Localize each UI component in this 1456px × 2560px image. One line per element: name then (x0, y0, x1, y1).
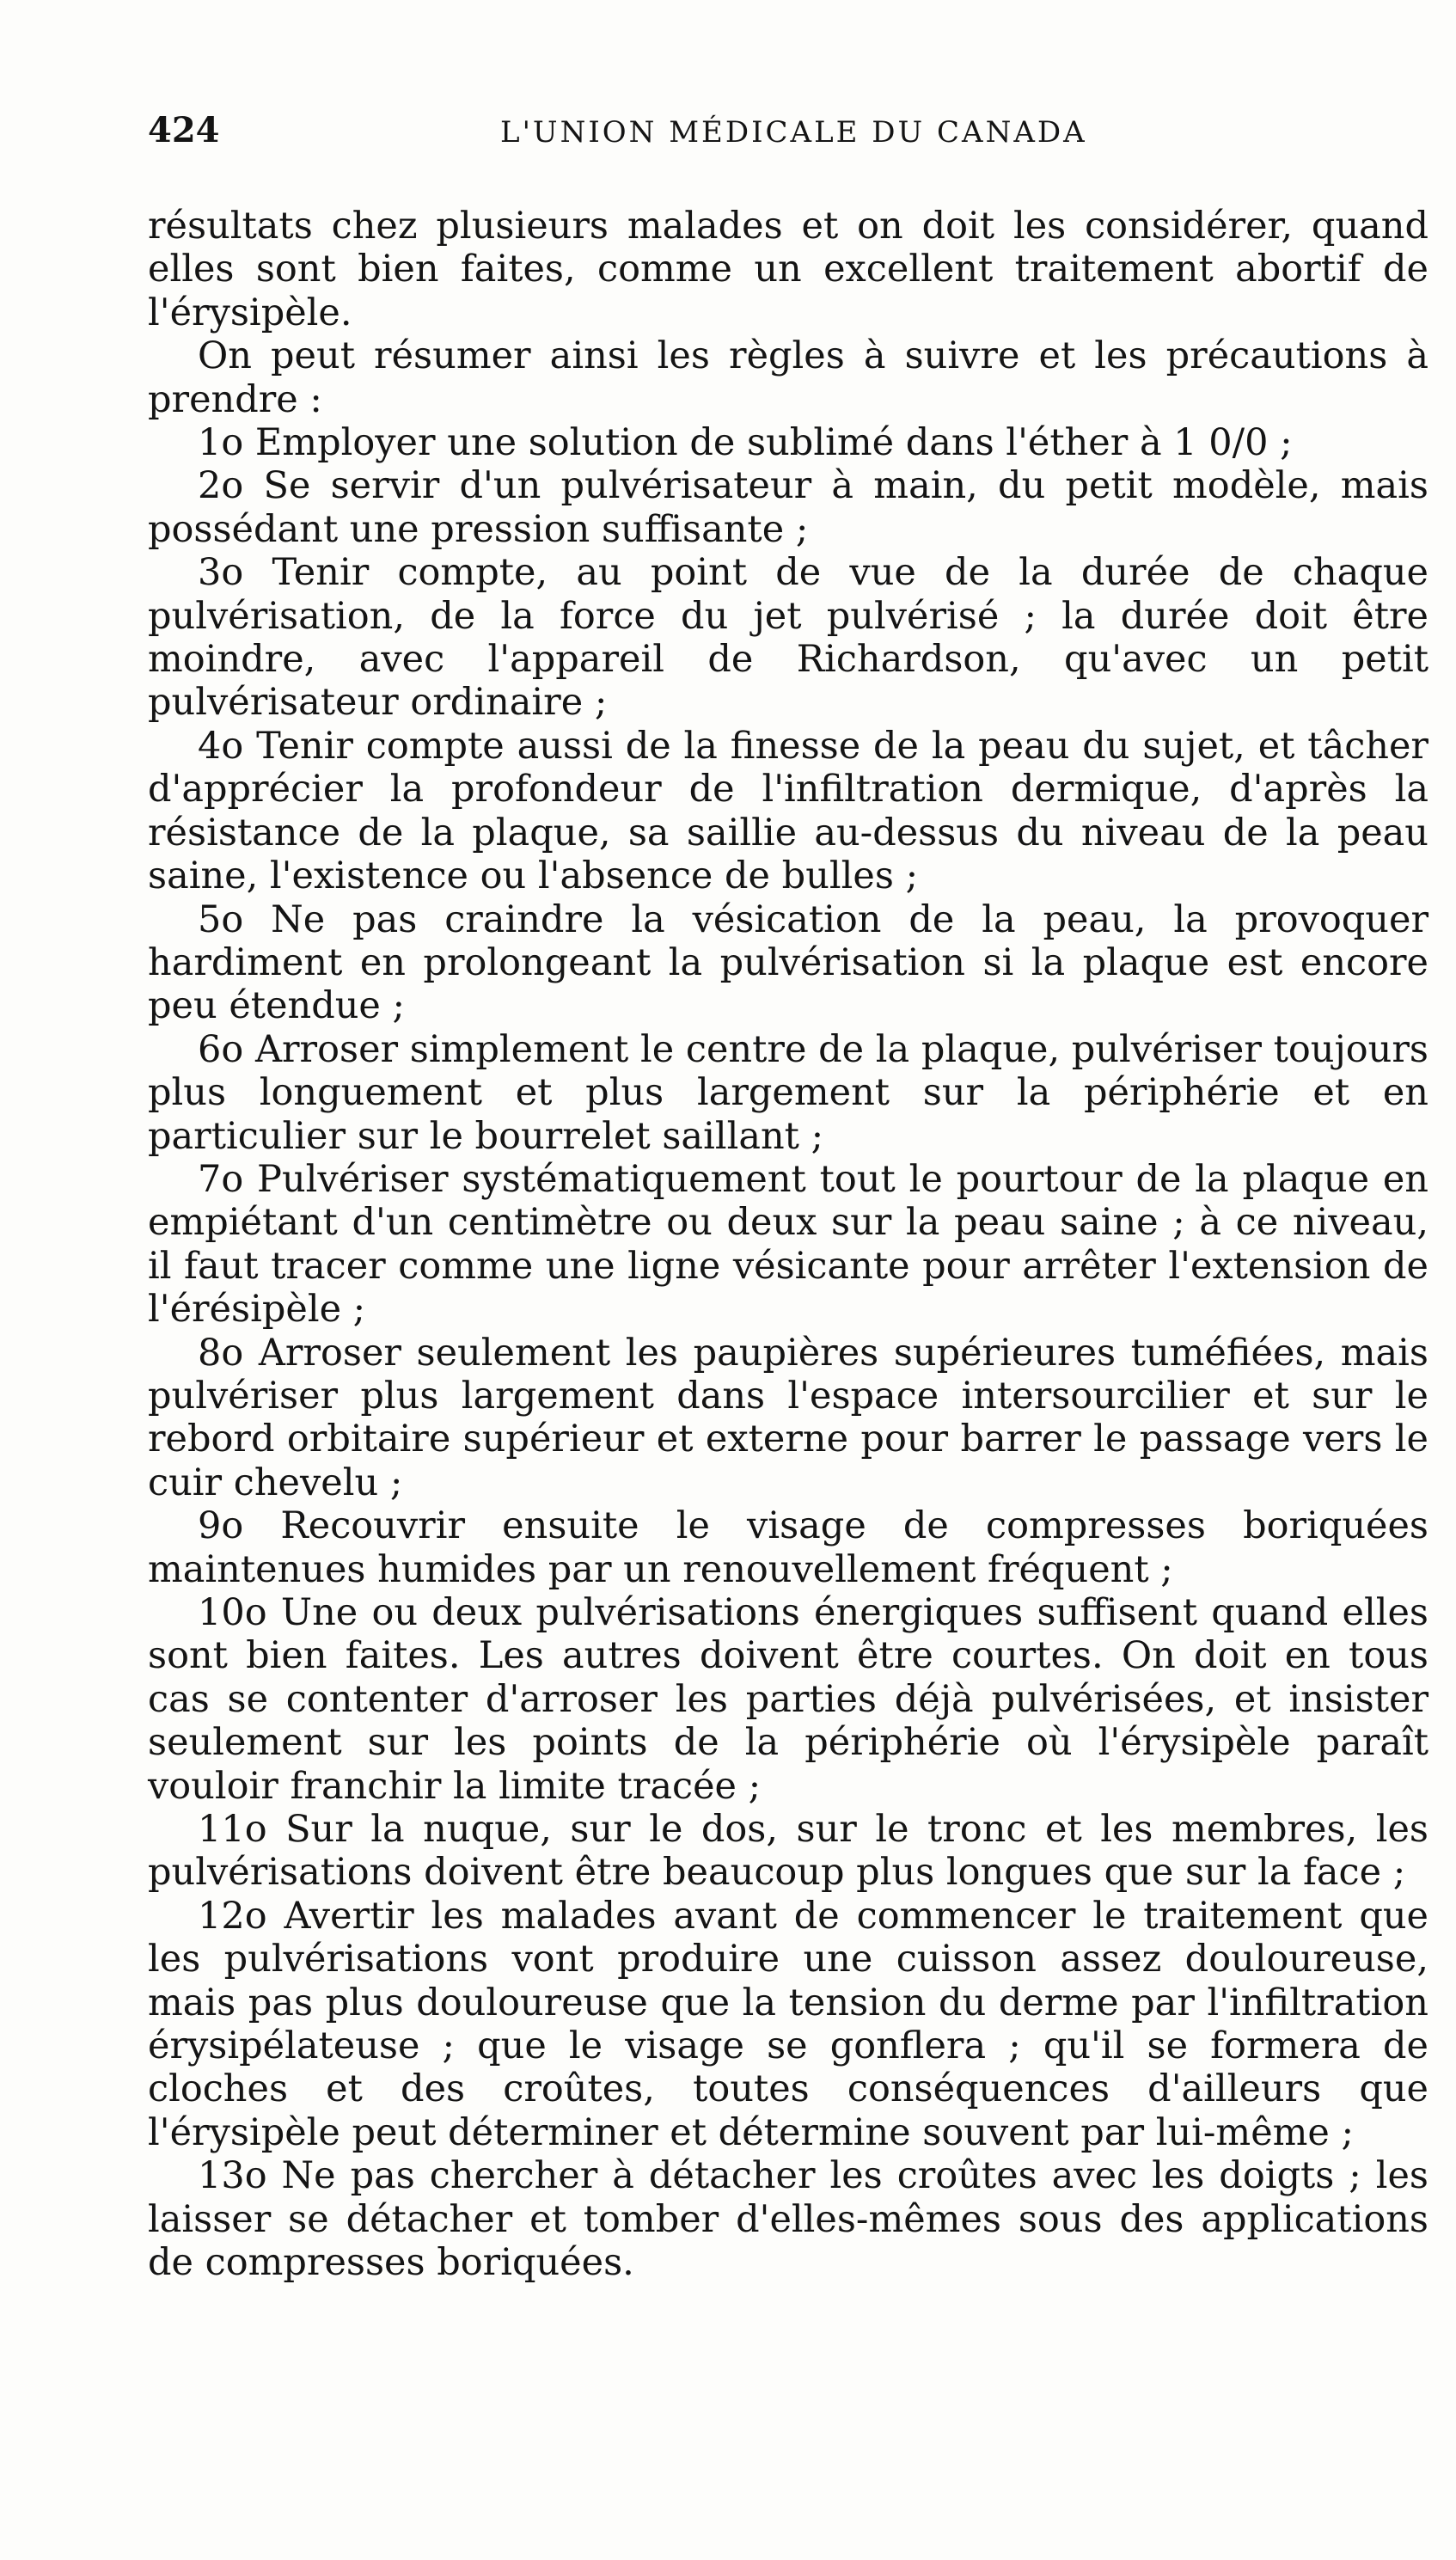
running-title: L'UNION MÉDICALE DU CANADA (500, 115, 1087, 150)
rule-5: 5o Ne pas craindre la vésication de la peau, la provoquer hardiment en prolongeant la pulvérisation si la plaque est encore peu étendue ; (148, 897, 1428, 1028)
rule-4: 4o Tenir compte aussi de la finesse de la peau du sujet, et tâcher d'apprécier la profondeur de l'infiltration dermique, d'après la résistance de la plaque, sa saillie au-dessus du niveau de la peau saine, l'existence ou l'absence de bulles ; (148, 724, 1428, 898)
rule-12: 12o Avertir les malades avant de commencer le traitement que les pulvérisations vont produire une cuisson assez douloureuse, mais pas plus douloureuse que la tension du derme par l'infiltration érysipélateuse ; que le visage se gonflera ; qu'il se formera de cloches et des croûtes, toutes conséquences d'ailleurs que l'érysipèle peut déterminer et détermine souvent par lui-même ; (148, 1894, 1428, 2154)
page-number: 424 (148, 110, 220, 150)
rule-2: 2o Se servir d'un pulvérisateur à main, du petit modèle, mais possédant une pression suffisante ; (148, 464, 1428, 551)
paragraph-continuation: résultats chez plusieurs malades et on doit les considérer, quand elles sont bien faites, comme un excellent traitement abortif de l'érysipèle. (148, 205, 1428, 334)
rule-13: 13o Ne pas chercher à détacher les croûtes avec les doigts ; les laisser se détacher et tomber d'elles-mêmes sous des applications de compresses boriquées. (148, 2154, 1428, 2285)
rule-11: 11o Sur la nuque, sur le dos, sur le tronc et les membres, les pulvérisations doivent être beaucoup plus longues que sur la face ; (148, 1808, 1428, 1895)
rule-6: 6o Arroser simplement le centre de la plaque, pulvériser toujours plus longuement et plus largement sur la périphérie et en particulier sur le bourrelet saillant ; (148, 1027, 1428, 1158)
rule-9: 9o Recouvrir ensuite le visage de compresses boriquées maintenues humides par un renouvellement fréquent ; (148, 1504, 1428, 1591)
paragraph-intro: On peut résumer ainsi les règles à suivre et les précautions à prendre : (148, 334, 1428, 421)
rule-8: 8o Arroser seulement les paupières supérieures tuméfiées, mais pulvériser plus largement dans l'espace intersourcilier et sur le rebord orbitaire supérieur et externe pour barrer le passage vers le cuir chevelu ; (148, 1331, 1428, 1504)
rule-10: 10o Une ou deux pulvérisations énergiques suffisent quand elles sont bien faites. Les autres doivent être courtes. On doit en tous cas se contenter d'arroser les parties déjà pulvérisées, et insister seulement sur les points de la périphérie où l'érysipèle paraît vouloir franchir la limite tracée ; (148, 1591, 1428, 1808)
rule-1: 1o Employer une solution de sublimé dans l'éther à 1 0/0 ; (198, 421, 1293, 465)
rule-3: 3o Tenir compte, au point de vue de la durée de chaque pulvérisation, de la force du jet pulvérisé ; la durée doit être moindre, avec l'appareil de Richardson, qu'avec un petit pulvérisateur ordinaire ; (148, 551, 1428, 725)
rule-7: 7o Pulvériser systématiquement tout le pourtour de la plaque en empiétant d'un centimètre ou deux sur la peau saine ; à ce niveau, il faut tracer comme une ligne vésicante pour arrêter l'extension de l'érésipèle ; (148, 1157, 1428, 1332)
body-text (148, 205, 1428, 2285)
page-header (148, 110, 1428, 162)
